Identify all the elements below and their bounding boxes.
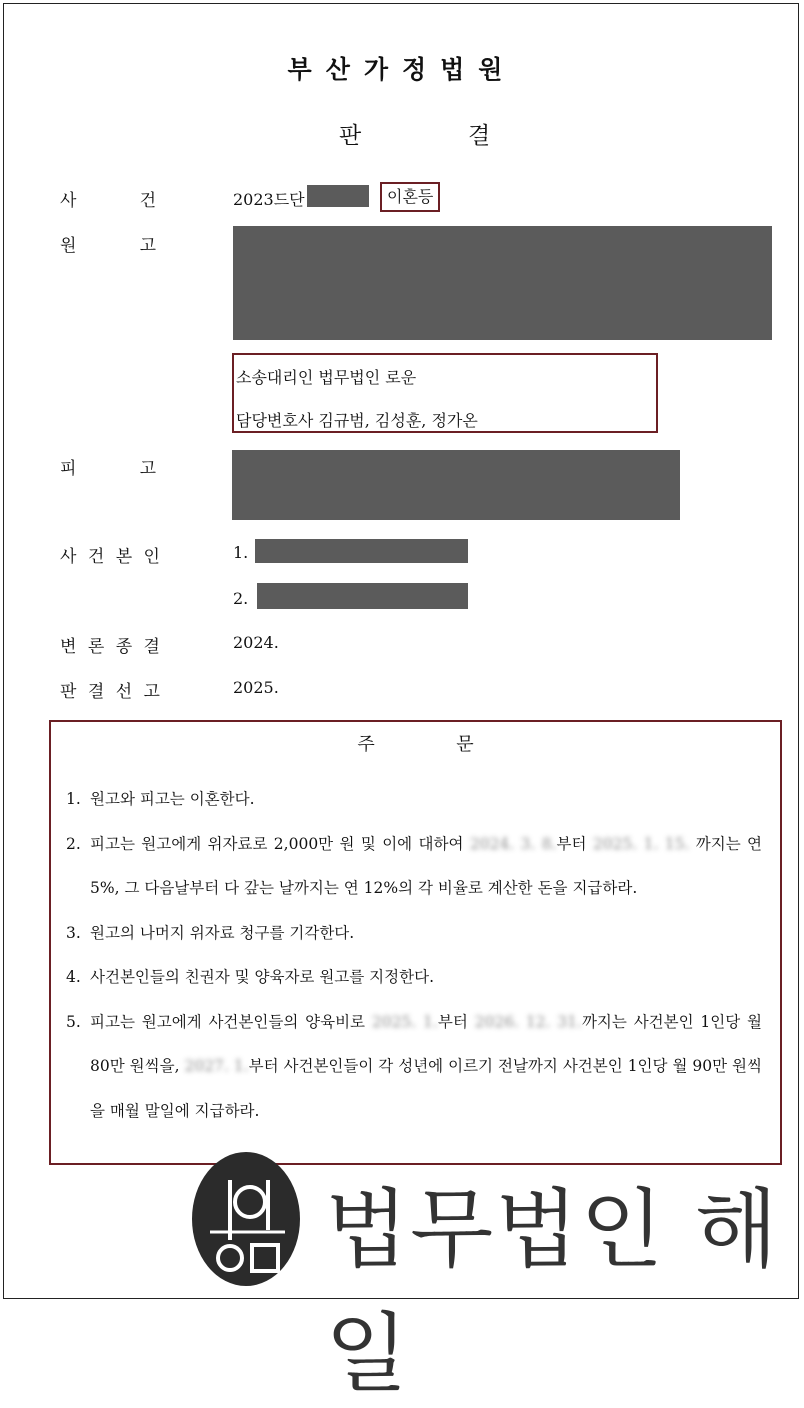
label-char: 건 [87,547,105,567]
principal-1-number: 1. [233,543,249,562]
label-defendant [60,454,156,479]
order-text-segment: 부터 [556,834,593,853]
order-title-char: 문 [456,734,474,755]
case-type: 이혼등 [380,182,440,212]
order-item-text [90,1000,762,1134]
order-text-segment: 피고는 원고에게 사건본인들의 양육비로 [90,1012,372,1031]
label-char: 선 [115,682,133,702]
order-item-number: 3. [66,923,81,942]
blurred-date: 2026. 12. 31. [474,1012,582,1031]
doc-title-char-2: 결 [468,123,491,149]
label-char: 피 [60,459,77,479]
order-text-segment: 까지는 연 5%, 그 다음날부터 다 갚는 날까지는 연 12%의 각 비율로 계산한 돈을 지급하라. [90,834,763,897]
redaction-case-number [307,185,369,207]
order-item-text [90,955,762,1000]
label-case [60,186,156,211]
label-char: 변 [60,637,77,657]
order-item-text [90,911,762,956]
counsel-line-1: 소송대리인 법무법인 로운 [236,368,417,387]
order-item [66,955,762,1000]
label-char: 원 [60,236,77,256]
label-char: 건 [139,191,156,211]
case-number: 2023드단 [233,190,305,209]
order-title [51,730,780,756]
blurred-date: 2024. 3. 8. [469,834,557,853]
order-text-segment: 부터 사건본인들이 각 성년에 이르기 전날까지 사건본인 1인당 월 90만 원씩을 매월 말일에 지급하라. [90,1057,762,1120]
order-items [66,777,762,1133]
firm-watermark-text: 법무법인 해일 [325,1180,780,1404]
redaction-defendant [232,450,680,520]
doc-title-char-1: 판 [339,123,362,149]
order-text-segment: 원고의 나머지 위자료 청구를 기각한다. [90,923,355,942]
label-char: 인 [143,547,160,567]
label-char: 결 [143,637,160,657]
label-char: 판 [60,682,77,702]
sentence-date: 2025. [233,678,279,697]
order-item-number: 1. [66,790,81,808]
blurred-date: 2025. 1. [371,1012,438,1031]
counsel-box [232,353,658,433]
redaction-plaintiff [233,226,772,340]
firm-logo-icon [190,1150,302,1288]
order-text-segment: 사건본인들의 친권자 및 양육자로 원고를 지정한다. [90,968,434,986]
label-char: 론 [87,637,105,657]
label-char: 결 [87,682,105,702]
label-closing [60,632,160,657]
firm-logo [190,1150,302,1288]
label-char: 종 [115,637,133,657]
blurred-date: 2025. 1. 15. [592,834,690,853]
label-char: 고 [139,459,156,479]
label-char: 사 [60,547,77,567]
closing-date: 2024. [233,633,279,652]
blurred-date: 2027. 1. [184,1057,249,1075]
order-section [49,720,782,1165]
order-text-segment: 원고와 피고는 이혼한다. [90,790,255,808]
label-char: 본 [115,547,133,567]
order-item-number: 5. [66,1012,81,1031]
order-text-segment: 피고는 원고에게 위자료로 2,000만 원 및 이에 대하여 [90,834,470,853]
redaction-principal-2 [257,583,468,609]
label-plaintiff [60,231,156,256]
label-principals [60,542,160,567]
order-item [66,822,762,911]
order-item [66,911,762,956]
order-item-text [90,822,762,911]
label-char: 고 [143,682,160,702]
order-title-char: 주 [357,734,375,755]
label-sentence [60,677,160,702]
order-item [66,1000,762,1134]
order-text-segment: 부터 [437,1012,475,1031]
order-item [66,777,762,822]
order-item-number: 2. [66,834,81,853]
order-item-number: 4. [66,968,81,986]
counsel-line-2: 담당변호사 김규범, 김성훈, 정가온 [236,411,478,430]
principal-2-number: 2. [233,589,249,608]
order-item-text [90,777,762,822]
order-text-segment: 까지는 사건본인 1인당 월 80만 원씩을, [90,1012,763,1075]
label-char: 고 [139,236,156,256]
label-char: 사 [60,191,77,211]
court-name: 부산가정법원 [287,55,517,84]
redaction-principal-1 [255,539,468,563]
